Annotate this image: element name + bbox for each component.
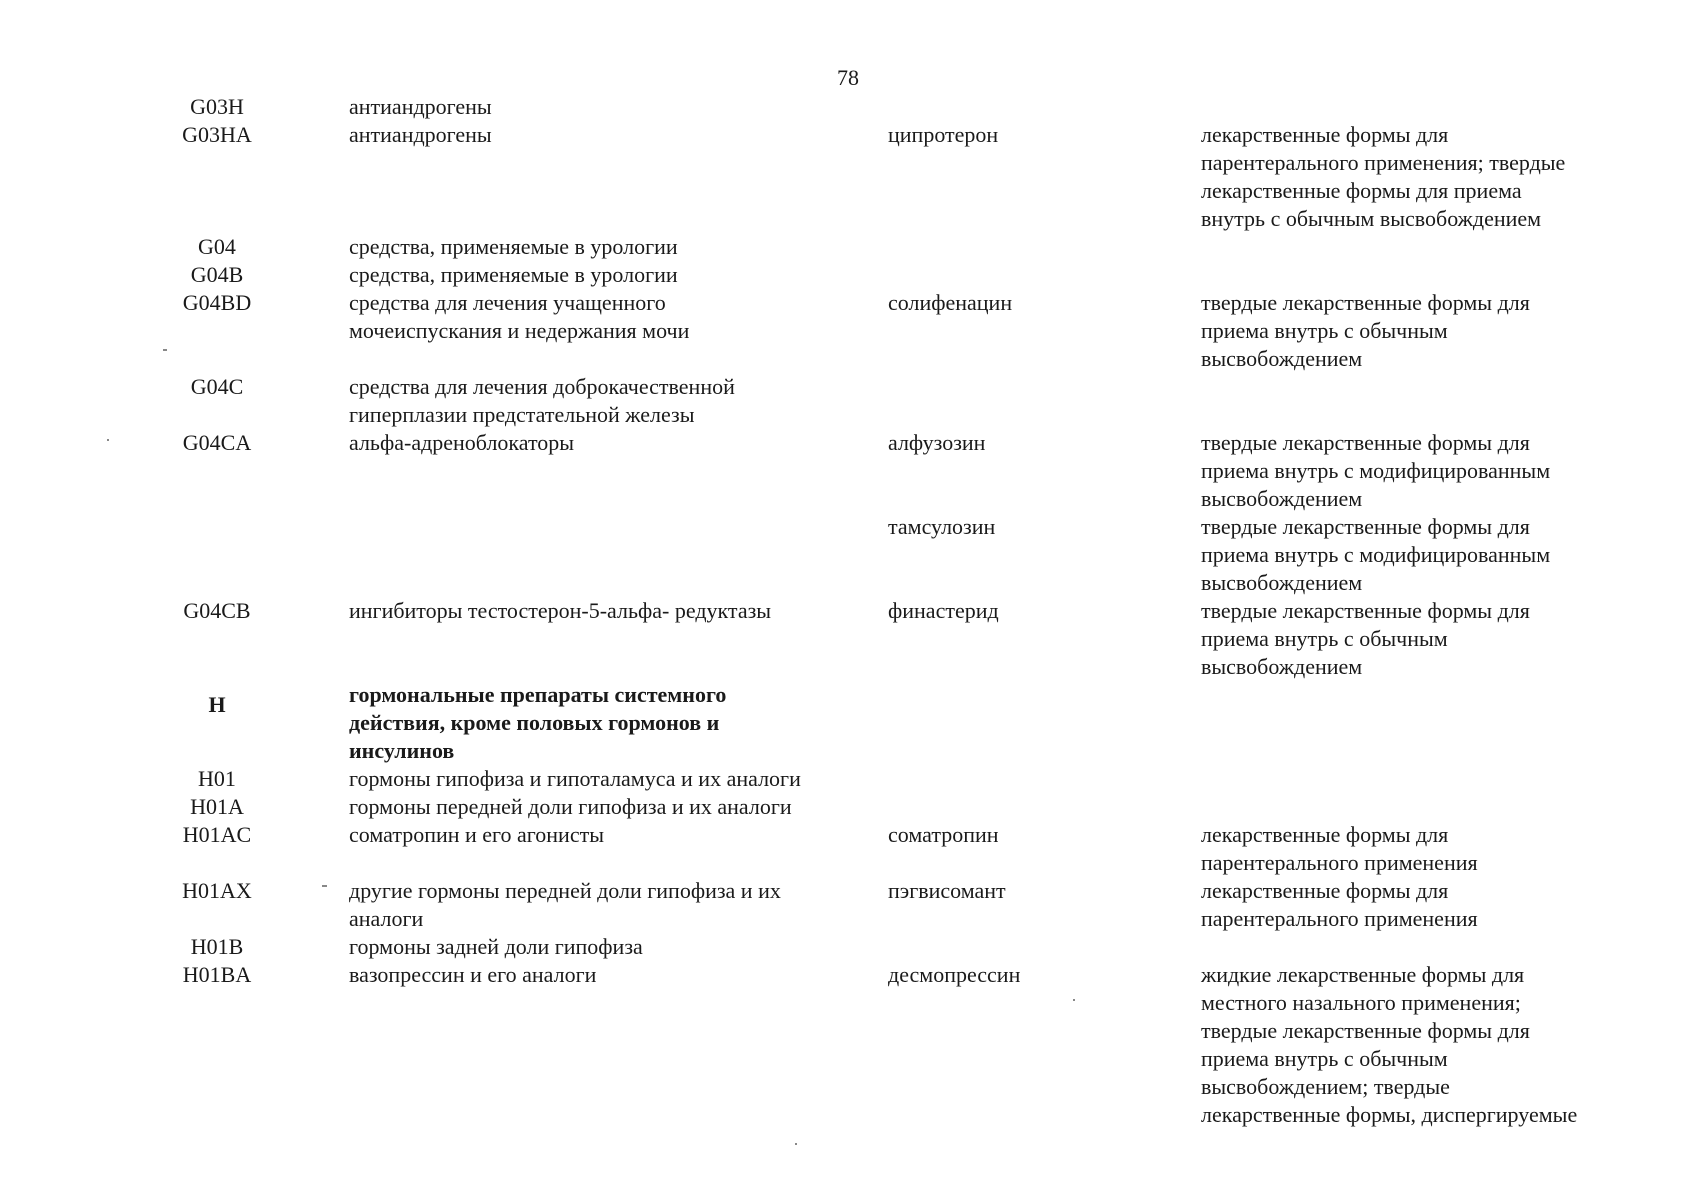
group-line: гормоны задней доли гипофиза	[349, 934, 643, 959]
group-line: другие гормоны передней доли гипофиза и их	[349, 878, 781, 903]
drug-name: солифенацин	[888, 290, 1013, 315]
form-line: лекарственные формы для приема	[1201, 178, 1522, 203]
drug-name: алфузозин	[888, 430, 986, 455]
group-line: инсулинов	[349, 738, 455, 763]
atc-code: H01A	[190, 794, 244, 819]
atc-code: H01AX	[182, 878, 252, 903]
atc-code: H01BA	[182, 962, 252, 987]
anatomical-therapeutic-group	[349, 121, 492, 149]
dosage-form	[1201, 877, 1478, 933]
anatomical-therapeutic-group	[349, 289, 689, 345]
anatomical-therapeutic-group	[349, 373, 735, 429]
form-line: лекарственные формы для	[1201, 822, 1449, 847]
anatomical-therapeutic-group	[349, 821, 604, 849]
atc-code: G04	[198, 234, 236, 259]
scan-speck	[107, 439, 109, 441]
group-line: антиандрогены	[349, 94, 492, 119]
drug-name: десмопрессин	[888, 962, 1021, 987]
form-line: приема внутрь с обычным	[1201, 626, 1448, 651]
form-line: парентерального применения; твердые	[1201, 150, 1566, 175]
drug-name: пэгвисомант	[888, 878, 1006, 903]
atc-code: H	[208, 692, 226, 717]
atc-code: G03H	[190, 94, 244, 119]
form-line: высвобождением	[1201, 654, 1363, 679]
form-line: жидкие лекарственные формы для	[1201, 962, 1525, 987]
group-line: гиперплазии предстательной железы	[349, 402, 695, 427]
anatomical-therapeutic-group	[349, 261, 678, 289]
atc-code: G04B	[190, 262, 244, 287]
dosage-form	[1201, 289, 1530, 373]
group-line: вазопрессин и его аналоги	[349, 962, 597, 987]
form-line: приема внутрь с обычным	[1201, 318, 1448, 343]
page-number: 78	[837, 65, 859, 90]
atc-code: G04CA	[182, 430, 252, 455]
atc-code: G04CB	[183, 598, 251, 623]
scan-speck	[322, 885, 327, 887]
anatomical-therapeutic-group	[349, 233, 678, 261]
atc-code: G03HA	[182, 122, 252, 147]
group-line: антиандрогены	[349, 122, 492, 147]
anatomical-therapeutic-group	[349, 877, 781, 933]
form-line: лекарственные формы для	[1201, 122, 1449, 147]
form-line: высвобождением; твердые	[1201, 1074, 1450, 1099]
form-line: парентерального применения	[1201, 850, 1478, 875]
drug-name: соматропин	[888, 822, 999, 847]
group-line: альфа-адреноблокаторы	[349, 430, 575, 455]
anatomical-therapeutic-group	[349, 681, 726, 765]
group-line: действия, кроме половых гормонов и	[349, 710, 720, 735]
atc-code: G04C	[190, 374, 244, 399]
form-line: местного назального применения;	[1201, 990, 1521, 1015]
group-line: гормоны передней доли гипофиза и их аналоги	[349, 794, 792, 819]
group-line: гормональные препараты системного	[349, 682, 727, 707]
group-line: ингибиторы тестостерон-5-альфа- редуктазы	[349, 598, 772, 623]
form-line: высвобождением	[1201, 486, 1363, 511]
anatomical-therapeutic-group	[349, 597, 771, 625]
atc-code: H01B	[190, 934, 244, 959]
anatomical-therapeutic-group	[349, 793, 792, 821]
form-line: приема внутрь с модифицированным	[1201, 458, 1551, 483]
form-line: твердые лекарственные формы для	[1201, 290, 1530, 315]
drug-name: финастерид	[888, 598, 999, 623]
group-line: средства, применяемые в урологии	[349, 262, 678, 287]
form-line: приема внутрь с модифицированным	[1201, 542, 1551, 567]
group-line: мочеиспускания и недержания мочи	[349, 318, 690, 343]
dosage-form	[1201, 121, 1565, 233]
scan-speck	[1073, 999, 1075, 1001]
anatomical-therapeutic-group	[349, 429, 574, 457]
dosage-form	[1201, 429, 1550, 513]
form-line: твердые лекарственные формы для	[1201, 1018, 1530, 1043]
dosage-form	[1201, 513, 1550, 597]
atc-code: G04BD	[182, 290, 252, 315]
group-line: гормоны гипофиза и гипоталамуса и их аналоги	[349, 766, 801, 791]
form-line: парентерального применения	[1201, 906, 1478, 931]
form-line: твердые лекарственные формы для	[1201, 598, 1530, 623]
form-line: внутрь с обычным высвобождением	[1201, 206, 1542, 231]
atc-code: H01	[198, 766, 236, 791]
atc-code: H01AC	[182, 822, 252, 847]
group-line: средства, применяемые в урологии	[349, 234, 678, 259]
form-line: лекарственные формы, диспергируемые	[1201, 1102, 1578, 1127]
scan-speck	[163, 349, 167, 351]
group-line: средства для лечения доброкачественной	[349, 374, 735, 399]
anatomical-therapeutic-group	[349, 93, 492, 121]
group-line: соматропин и его агонисты	[349, 822, 604, 847]
dosage-form	[1201, 597, 1530, 681]
form-line: высвобождением	[1201, 346, 1363, 371]
form-line: лекарственные формы для	[1201, 878, 1449, 903]
dosage-form	[1201, 961, 1577, 1129]
form-line: твердые лекарственные формы для	[1201, 430, 1530, 455]
group-line: средства для лечения учащенного	[349, 290, 666, 315]
dosage-form	[1201, 821, 1478, 877]
drug-name: тамсулозин	[888, 514, 996, 539]
scan-speck	[795, 1143, 797, 1145]
anatomical-therapeutic-group	[349, 765, 801, 793]
drug-name: ципротерон	[888, 122, 999, 147]
form-line: твердые лекарственные формы для	[1201, 514, 1530, 539]
form-line: высвобождением	[1201, 570, 1363, 595]
form-line: приема внутрь с обычным	[1201, 1046, 1448, 1071]
anatomical-therapeutic-group	[349, 961, 596, 989]
anatomical-therapeutic-group	[349, 933, 643, 961]
group-line: аналоги	[349, 906, 424, 931]
